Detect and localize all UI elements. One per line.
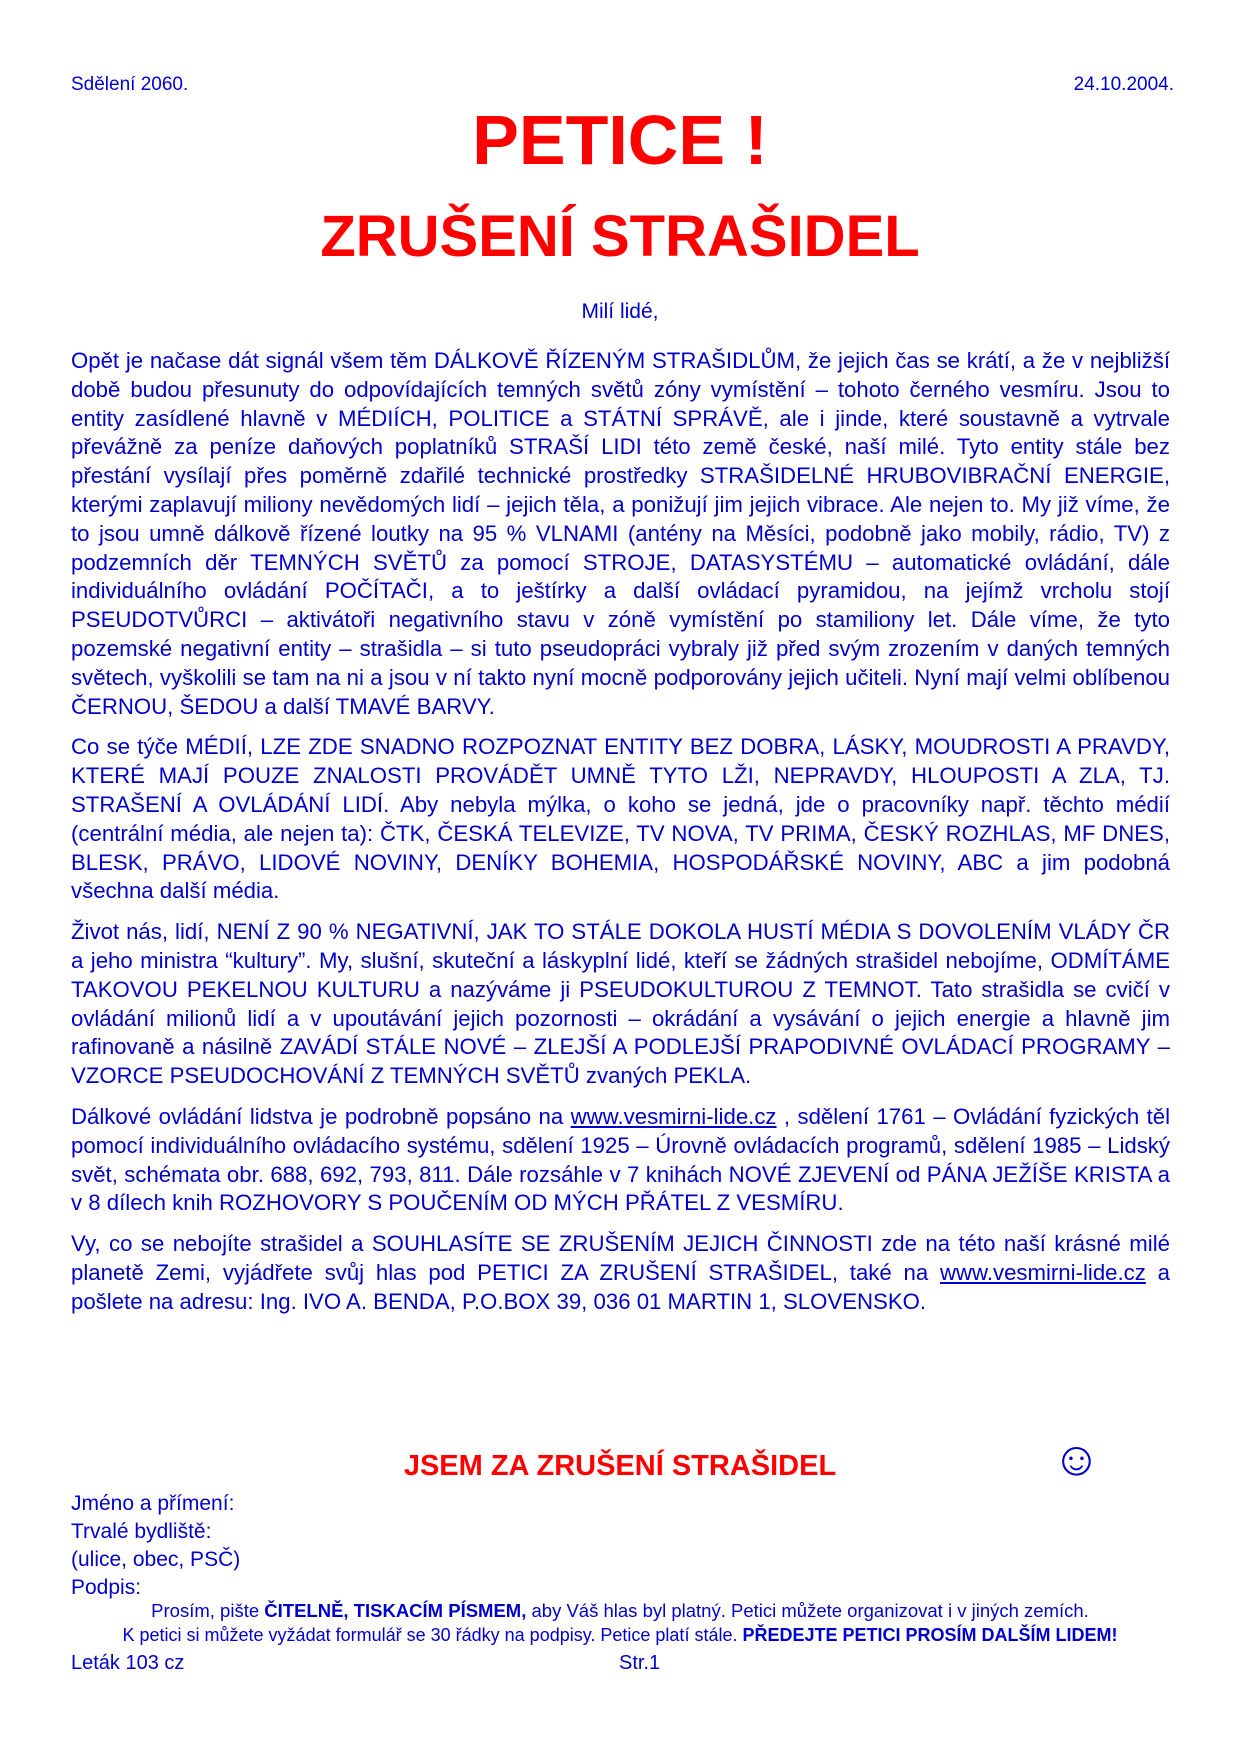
paragraph-5-text-b: a pošlete na adresu: Ing. IVO A. BENDA, P.O.BOX 39, 036 01 MARTIN 1, SLOVENSKO. (71, 1259, 1170, 1314)
note-1-text-a: Prosím, pište (151, 1600, 265, 1621)
paragraph-4-text-b: , sdělení 1761 – Ovládání fyzických těl pomocí individuálního ovládacího systému, sdělení 1925 – Úrovně ovládacích programů, sdělení 1985 – Lidský svět, schémata obr. 688, 692, 793, 811. Dále rozsáhle v 7 knihách NOVÉ ZJEVENÍ od PÁNA JEŽÍŠE KRISTA a v 8 dílech knih ROZHOVORY S POUČENÍM OD MÝCH PŘÁTEL Z VESMÍRU. (71, 1103, 1170, 1216)
paragraph-4-text-a: Dálkové ovládání lidstva je podrobně popsáno na (71, 1103, 571, 1129)
address-field-label: Trvalé bydliště: (71, 1520, 212, 1543)
signature-heading: JSEM ZA ZRUŠENÍ STRAŠIDEL (403, 1450, 837, 1482)
page-number: Str.1 (619, 1652, 661, 1674)
paragraph-1: Opět je načase dát signál všem těm DÁLKOVĚ ŘÍZENÝM STRAŠIDLŮM, že jejich čas se krátí, a že v nejbližší době budou přesunuty do odpovídajících temných světů zóny vymístění – tohoto černého vesmíru. Jsou to entity zasídlené hlavně v MÉDIÍCH, POLITICE a STÁTNÍ SPRÁVĚ, ale i jinde, které soustavně a vytrvale převážně za peníze daňových poplatníků STRAŠÍ LIDI této země české, naší milé. Tyto entity stále bez přestání vysílají přes poměrně zdařilé technické prostředky STRAŠIDELNÉ HRUBOVIBRAČNÍ ENERGIE, kterými zaplavují miliony nevědomých lidí – jejich těla, a ponižují jim jejich vibrace. Ale nejen to. My již víme, že to jsou umně dálkově řízené loutky na 95 % VLNAMI (antény na Měsíci, podobně jako mobily, rádio, TV) z podzemních děr TEMNÝCH SVĚTŮ za pomocí STROJE, DATASYSTÉMU – automatické ovládání, dále individuálního ovládání POČÍTAČI, a to ještírky a další ovládací pyramidou, na jejímž vrcholu stojí PSEUDOTVŮRCI – aktivátoři negativního stavu v zóně vymístění po stamiliony let. Dále víme, že tyto pozemské negativní entity – strašidla – si tuto pseudopráci vybraly již před svým zrozením v daných temných světech, vyškolili se tam na ni a jsou v ní takto nyní mocně podporovány jejich učiteli. Nyní mají velmi oblíbenou ČERNOU, ŠEDOU a další TMAVÉ BARVY. (71, 348, 1170, 719)
note-2-text: K petici si můžete vyžádat formulář se 30 řádky na podpisy. Petice platí stále. (122, 1625, 743, 1645)
paragraph-5 (71, 1230, 1170, 1316)
greeting: Milí lidé, (581, 300, 659, 323)
instruction-note-2 (0, 1625, 1240, 1646)
paragraph-3: Život nás, lidí, NENÍ Z 90 % NEGATIVNÍ, JAK TO STÁLE DOKOLA HUSTÍ MÉDIA S DOVOLENÍM VLÁDY ČR a jeho ministra “kultury”. My, slušní, skuteční a láskyplní lidé, kteří se žádných strašidel nebojíme, ODMÍTÁME TAKOVOU PEKELNOU KULTURU a nazýváme ji PSEUDOKULTUROU Z TEMNOT. Tato strašidla se cvičí v ovládání milionů lidí a v upoutávání jejich pozornosti – okrádání a vysávání o jejich energie a hlavně jim rafinovaně a násilně ZAVÁDÍ STÁLE NOVÉ – ZLEJŠÍ A PODLEJŠÍ PRAPODIVNÉ OVLÁDACÍ PROGRAMY – VZORCE PSEUDOCHOVÁNÍ Z TEMNÝCH SVĚTŮ zvaných PEKLA. (71, 919, 1170, 1089)
paragraph-5-text-a: Vy, co se nebojíte strašidel a SOUHLASÍTE SE ZRUŠENÍM JEJICH ČINNOSTI zde na této naší krásné milé planetě Zemi, vyjádřete svůj hlas pod PETICI ZA ZRUŠENÍ STRAŠIDEL, také na (71, 1231, 1170, 1285)
document-date: 24.10.2004. (1073, 74, 1174, 95)
note-1-bold: ČITELNĚ, TISKACÍM PÍSMEM, (264, 1600, 527, 1621)
address-hint: (ulice, obec, PSČ) (71, 1548, 241, 1571)
website-link[interactable]: www.vesmirni-lide.cz (570, 1103, 777, 1129)
note-1-text-b: aby Váš hlas byl platný. Petici můžete organizovat i v jiných zemích. (526, 1600, 1089, 1621)
name-field-label: Jméno a přímení: (71, 1492, 235, 1515)
paragraph-2: Co se týče MÉDIÍ, LZE ZDE SNADNO ROZPOZNAT ENTITY BEZ DOBRA, LÁSKY, MOUDROSTI A PRAVDY, KTERÉ MAJÍ POUZE ZNALOSTI PROVÁDĚT UMNĚ TYTO LŽI, NEPRAVDY, HLOUPOSTI A ZLA, TJ. STRAŠENÍ A OVLÁDÁNÍ LIDÍ. Aby nebyla mýlka, o koho se jedná, jde o pracovníky např. těchto médií (centrální média, ale nejen ta): ČTK, ČESKÁ TELEVIZE, TV NOVA, TV PRIMA, ČESKÝ ROZHLAS, MF DNES, BLESK, PRÁVO, LIDOVÉ NOVINY, DENÍKY BOHEMIA, HOSPODÁŘSKÉ NOVINY, ABC a jim podobná všechna další média. (71, 734, 1170, 904)
smiley-icon: ☺ (1052, 1433, 1102, 1486)
body-text (71, 347, 1170, 1329)
title-subject: ZRUŠENÍ STRAŠIDEL (320, 204, 920, 269)
leaflet-id: Leták 103 cz (71, 1652, 185, 1674)
note-2-bold: PŘEDEJTE PETICI PROSÍM DALŠÍM LIDEM! (742, 1625, 1118, 1645)
paragraph-4 (71, 1103, 1170, 1218)
signature-form (71, 1490, 240, 1602)
signature-field-label: Podpis: (71, 1576, 142, 1599)
website-link-2[interactable]: www.vesmirni-lide.cz (939, 1259, 1146, 1285)
instruction-note-1 (0, 1600, 1240, 1622)
title-petition: PETICE ! (472, 101, 768, 179)
message-number: Sdělení 2060. (71, 74, 189, 95)
